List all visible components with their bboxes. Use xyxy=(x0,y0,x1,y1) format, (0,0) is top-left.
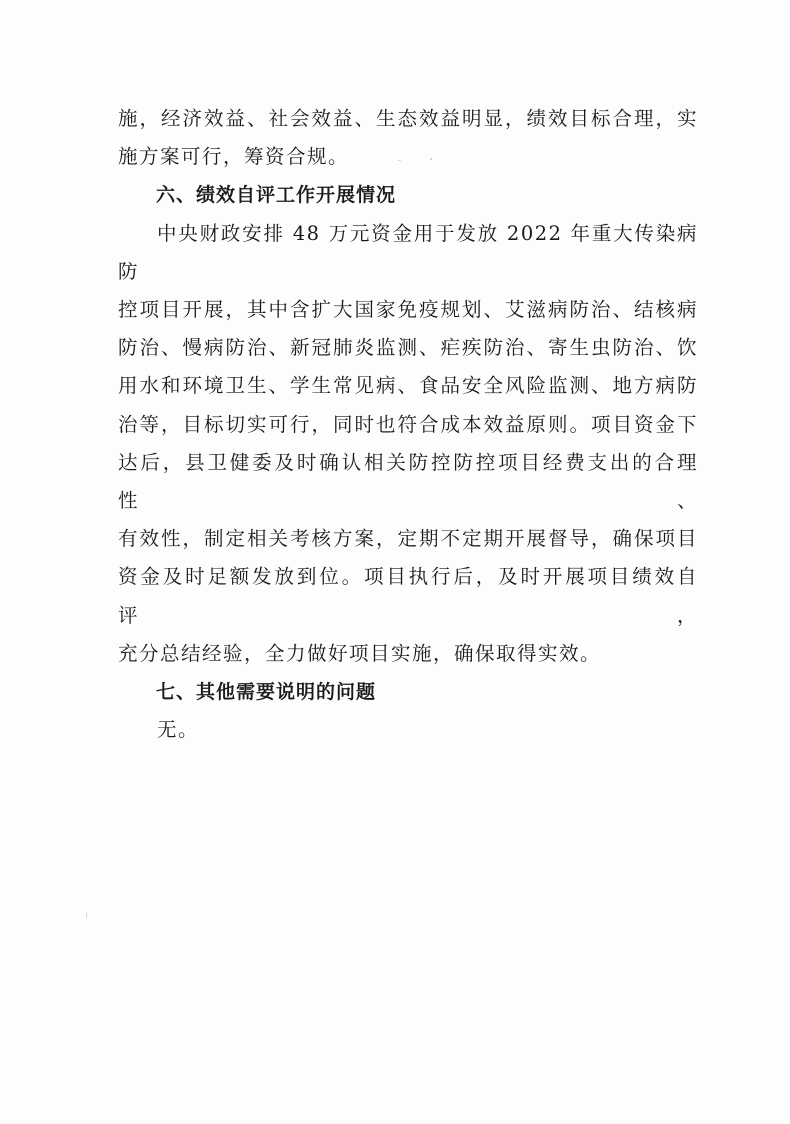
text-line: 防治、慢病防治、新冠肺炎监测、疟疾防治、寄生虫防治、饮 xyxy=(118,336,698,360)
text-line: 施，经济效益、社会效益、生态效益明显，绩效目标合理，实 xyxy=(118,107,698,130)
section-7-heading: 七、其他需要说明的问题 xyxy=(156,681,377,704)
text-line: 资金及时足额发放到位。项目执行后，及时开展项目绩效自评， xyxy=(118,565,698,627)
scan-speck xyxy=(86,912,87,918)
text-line: 中央财政安排 48 万元资金用于发放 2022 年重大传染病防 xyxy=(118,221,698,283)
text-line: 控项目开展，其中含扩大国家免疫规划、艾滋病防治、结核病 xyxy=(118,298,698,322)
text-line: 用水和环境卫生、学生常见病、食品安全风险监测、地方病防 xyxy=(118,374,698,398)
text-line: 达后，县卫健委及时确认相关防控防控项目经费支出的合理性、 xyxy=(118,450,698,513)
text-line: 有效性，制定相关考核方案，定期不定期开展督导，确保项目 xyxy=(118,527,698,551)
intro-paragraph xyxy=(118,100,698,176)
text-line: 施方案可行，筹资合规。 xyxy=(118,145,350,169)
section-6-heading: 六、绩效自评工作开展情况 xyxy=(156,184,397,207)
document-body xyxy=(118,100,698,749)
text-line: 充分总结经验，全力做好项目实施，确保取得实效。 xyxy=(118,641,602,665)
section-6-paragraph xyxy=(118,215,698,673)
text-line: 治等，目标切实可行，同时也符合成本效益原则。项目资金下 xyxy=(118,412,698,436)
section-7-body: 无。 xyxy=(157,718,200,742)
